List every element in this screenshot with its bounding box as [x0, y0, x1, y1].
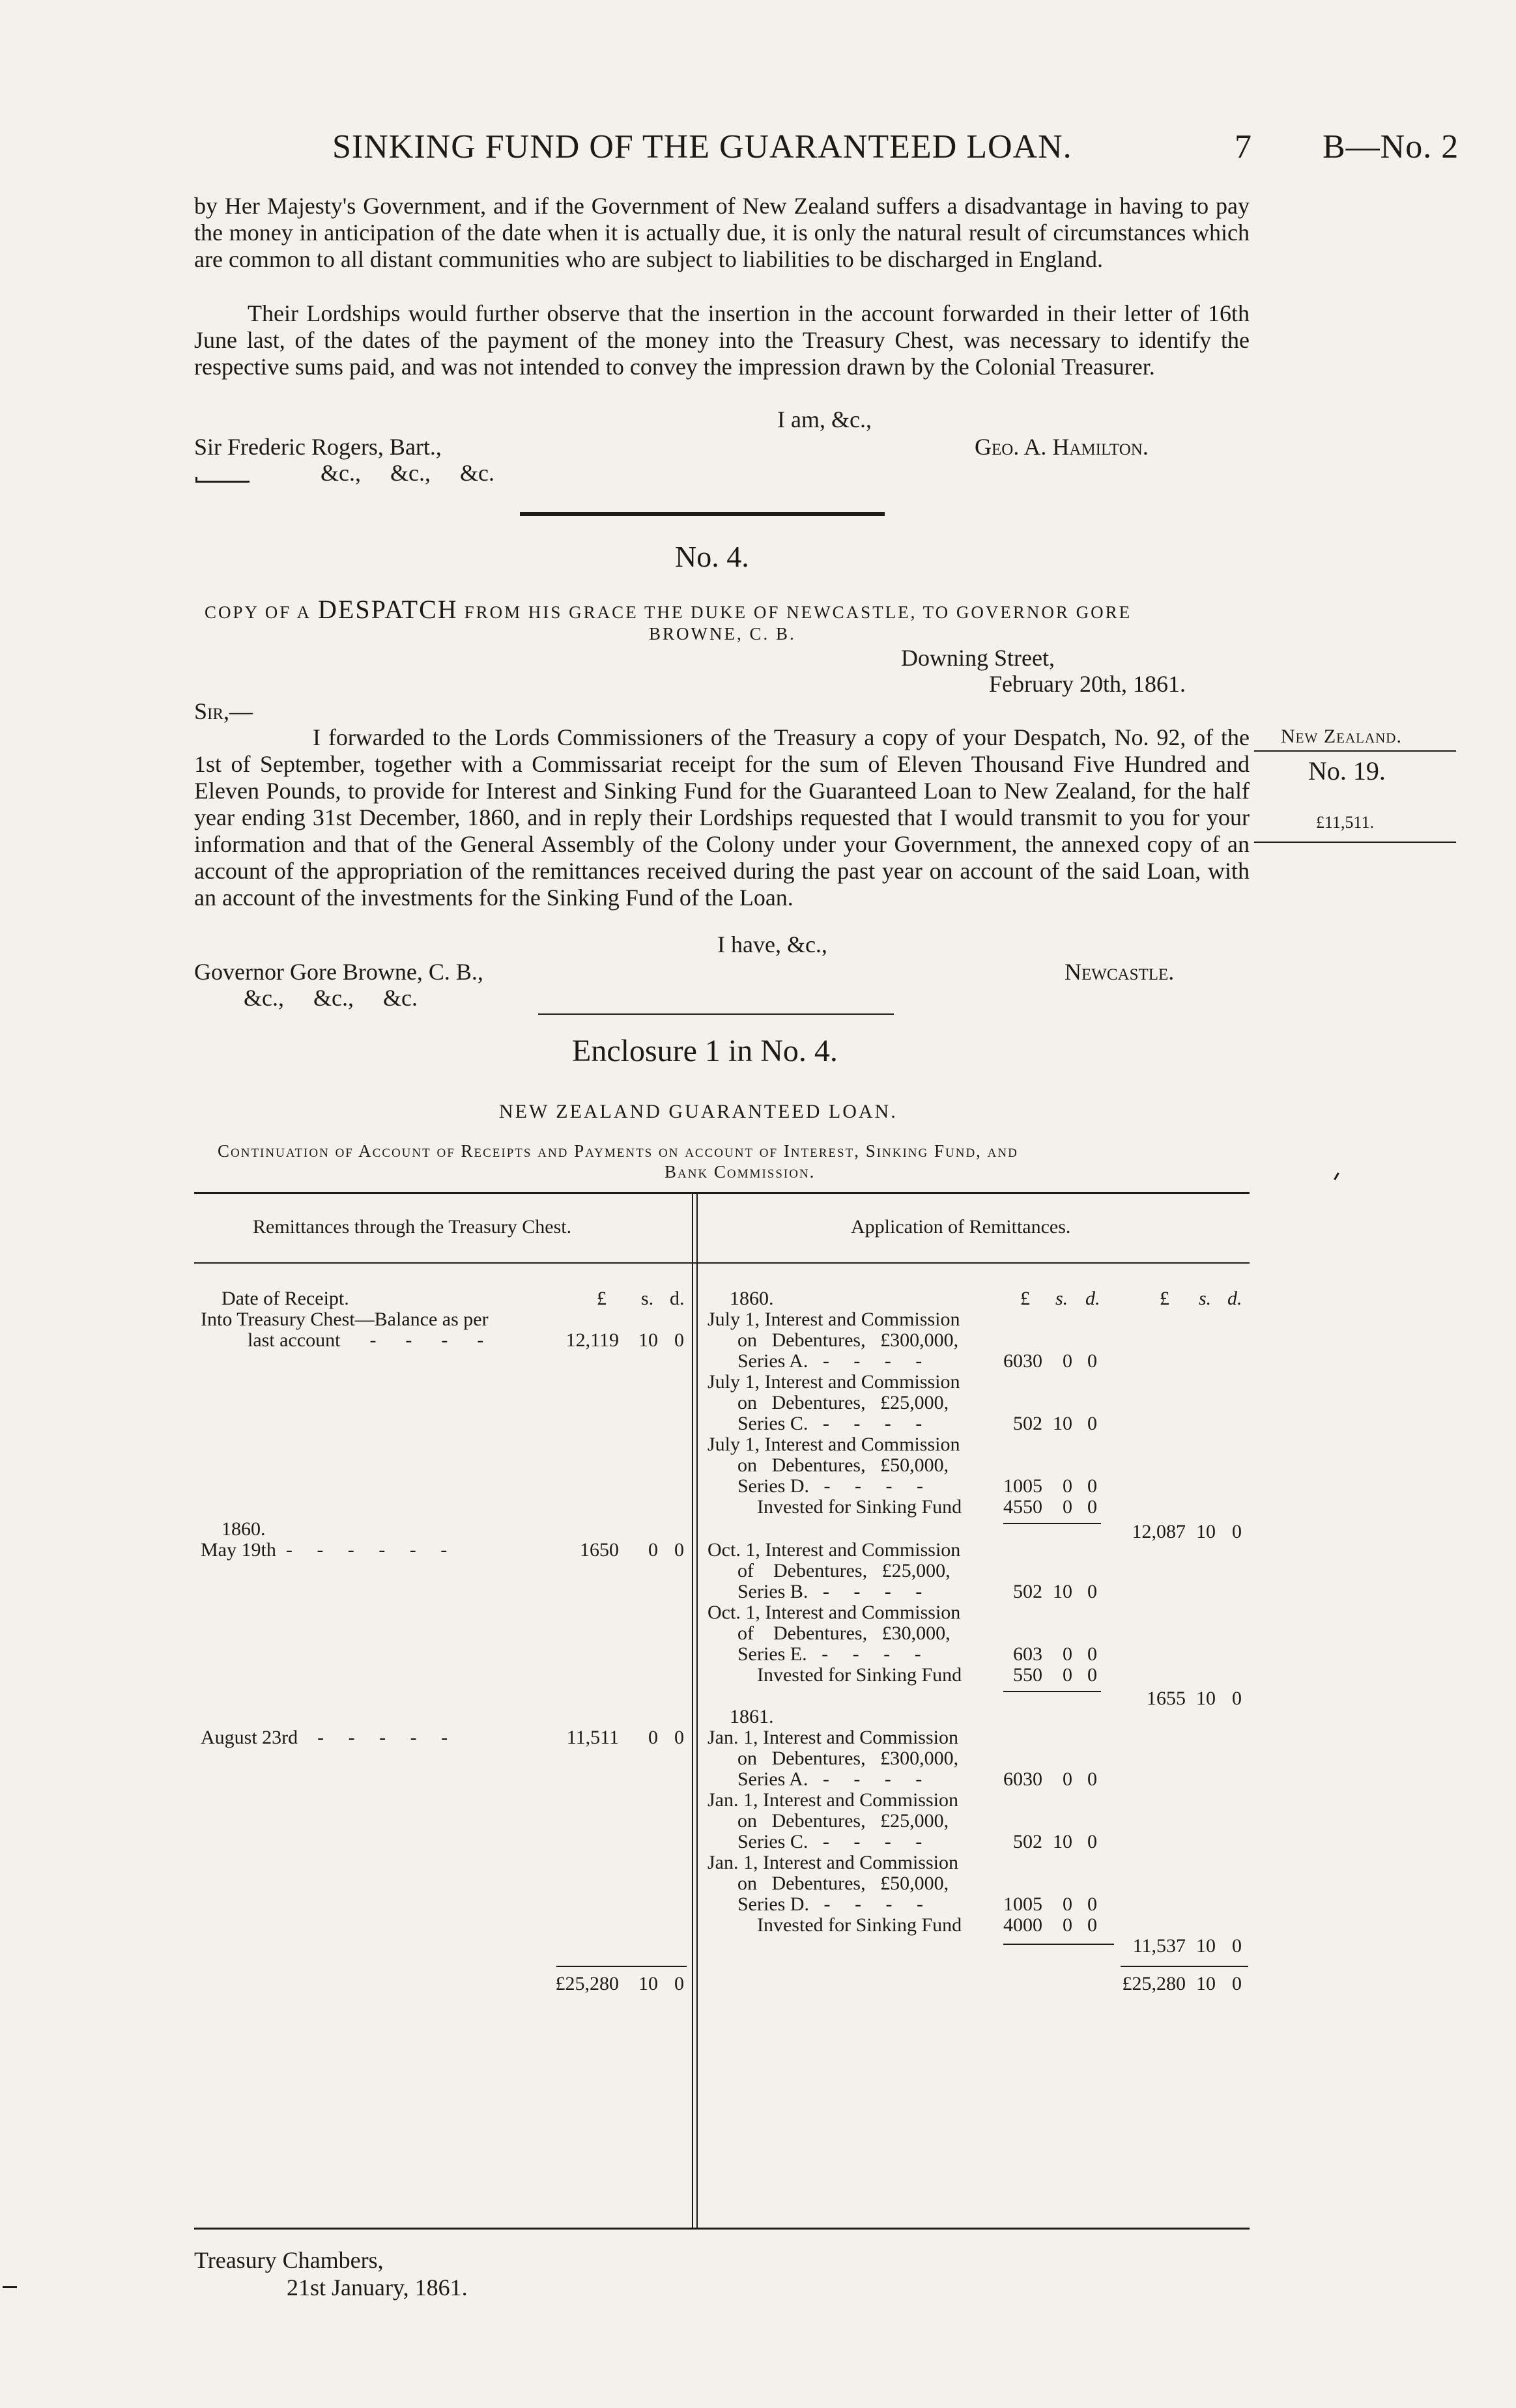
enclosure-caption-line2: Bank Commission. [665, 1162, 816, 1182]
receipt-2-shillings: 0 [648, 1539, 658, 1561]
receipt-1-pounds: 12,119 [565, 1329, 619, 1351]
app-3-item-1-s: 0 [1063, 1768, 1072, 1790]
receipt-2-pounds: 1650 [580, 1539, 619, 1561]
app-3-item-3-l1: Jan. 1, Interest and Commission [708, 1852, 958, 1873]
receipts-total-shillings: 10 [638, 1973, 658, 1994]
receipt-date-head: Date of Receipt. [222, 1288, 349, 1309]
app-3-item-2-d: 0 [1087, 1831, 1097, 1852]
left-pound-head: £ [597, 1288, 607, 1309]
app-1-item-3-l3: Series D. - - - - [737, 1475, 923, 1497]
app-1-item-3-pounds: 1005 [1003, 1475, 1042, 1497]
app-2-invested-label: Invested for Sinking Fund [757, 1664, 962, 1686]
enclosure-subtitle: NEW ZEALAND GUARANTEED LOAN. [499, 1101, 898, 1122]
receipt-balance-line: Into Treasury Chest—Balance as per [201, 1309, 489, 1330]
section-divider [520, 512, 885, 516]
addressee-browne: Governor Gore Browne, C. B., [194, 959, 483, 985]
app-1-subtotal-s: 10 [1196, 1521, 1216, 1542]
app-1-invested-s: 0 [1063, 1496, 1072, 1518]
app-2-item-2-d: 0 [1087, 1643, 1097, 1665]
app-3-item-1-l1: Jan. 1, Interest and Commission [708, 1727, 958, 1748]
closing-phrase: I am, &c., [777, 406, 872, 432]
enclosure-heading: Enclosure 1 in No. 4. [572, 1034, 838, 1068]
section-heading-no4: No. 4. [675, 540, 749, 573]
margin-note-number: No. 19. [1308, 756, 1386, 786]
receipt-2-date: May 19th - - - - - - [201, 1539, 448, 1561]
app-1-subtotal-pounds: 12,087 [1132, 1521, 1186, 1542]
app-1-item-3-d: 0 [1087, 1475, 1097, 1497]
app-2-item-1-l3: Series B. - - - - [737, 1581, 922, 1602]
app-3-subtotal-rule [1003, 1944, 1114, 1945]
app-1-item-3-l2: on Debentures, £50,000, [737, 1454, 949, 1476]
receipt-3-date: August 23rd - - - - - [201, 1727, 448, 1748]
app-3-item-2-l2: on Debentures, £25,000, [737, 1810, 949, 1832]
right-pence-head-a: d. [1085, 1288, 1100, 1309]
app-1-item-1-l3: Series A. - - - - [737, 1350, 922, 1372]
table-top-rule [194, 1192, 1250, 1194]
closing-phrase-no4: I have, &c., [717, 931, 827, 957]
opening-paragraph: by Her Majesty's Government, and if the Government of New Zealand suffers a disadvantage in having to pay the money in anticipation of the date when it is actually due, it is only the natural result of circumstances which are common to all distant communities who are subject to liabilities to be discharged in England. [194, 193, 1250, 272]
app-3-item-1-l3: Series A. - - - - [737, 1768, 922, 1790]
despatch-title-line1 [205, 594, 1132, 625]
ink-mark [195, 477, 250, 483]
receipt-3-pounds: 11,511 [566, 1727, 619, 1748]
signature-hamilton: Geo. A. Hamilton. [975, 434, 1149, 460]
app-3-invested-label: Invested for Sinking Fund [757, 1914, 962, 1936]
addressee-etc-no4: &c., &c., &c. [244, 985, 418, 1011]
app-3-item-1-pounds: 6030 [1003, 1768, 1042, 1790]
table-header-rule [194, 1262, 1250, 1264]
app-2-item-2-pounds: 603 [1013, 1643, 1042, 1665]
app-1-item-1-pounds: 6030 [1003, 1350, 1042, 1372]
table-bottom-rule [194, 2228, 1250, 2230]
margin-note-colony: New Zealand. [1281, 726, 1402, 747]
app-1-item-2-pounds: 502 [1013, 1413, 1042, 1434]
receipt-2-year: 1860. [222, 1518, 266, 1540]
right-shilling-head-a: s. [1055, 1288, 1068, 1309]
margin-rule-1 [1254, 750, 1456, 752]
receipt-1-shillings: 10 [638, 1329, 658, 1351]
despatch-title-pre: COPY OF A [205, 602, 312, 622]
left-pence-head: d. [670, 1288, 685, 1309]
right-total-rule [1121, 1966, 1248, 1967]
despatch-title-post: FROM HIS GRACE THE DUKE OF NEWCASTLE, TO GOVERNOR GORE [464, 602, 1132, 622]
page-number: 7 [1235, 128, 1252, 165]
app-2-item-1-pounds: 502 [1013, 1581, 1042, 1602]
app-1-subtotal-rule [1003, 1523, 1101, 1524]
app-1-item-2-d: 0 [1087, 1413, 1097, 1434]
app-1-item-1-l2: on Debentures, £300,000, [737, 1329, 959, 1351]
paper-reference: B—No. 2 [1323, 128, 1459, 165]
table-divider-left [692, 1193, 693, 2229]
app-1-item-2-l3: Series C. - - - - [737, 1413, 922, 1434]
left-shilling-head: s. [641, 1288, 654, 1309]
app-2-item-2-l1: Oct. 1, Interest and Commission [708, 1602, 961, 1623]
app-1-item-2-s: 10 [1053, 1413, 1072, 1434]
despatch-date: February 20th, 1861. [989, 671, 1186, 697]
app-1-invested-pounds: 4550 [1003, 1496, 1042, 1518]
applications-total-s: 10 [1196, 1973, 1216, 1994]
app-1-item-1-l1: July 1, Interest and Commission [708, 1309, 960, 1330]
left-column-header: Remittances through the Treasury Chest. [253, 1216, 572, 1238]
receipt-3-shillings: 0 [648, 1727, 658, 1748]
applications-total-pounds: £25,280 [1122, 1973, 1186, 1994]
app-3-invested-pounds: 4000 [1003, 1914, 1042, 1936]
app-3-item-1-d: 0 [1087, 1768, 1097, 1790]
footer-place: Treasury Chambers, [194, 2247, 384, 2273]
receipt-3-pence: 0 [674, 1727, 684, 1748]
app-3-item-2-l3: Series C. - - - - [737, 1831, 922, 1852]
addressee-rogers: Sir Frederic Rogers, Bart., [194, 434, 442, 460]
app-3-subtotal-pounds: 11,537 [1132, 1935, 1186, 1957]
receipts-total-pounds: £25,280 [555, 1973, 619, 1994]
second-paragraph: Their Lordships would further observe that the insertion in the account forwarded in their letter of 16th June last, of the dates of the payment of the money into the Treasury Chest, was necessary to identify the respective sums paid, and was not intended to convey the impression drawn by the Colonial Treasurer. [194, 300, 1250, 380]
app-2-item-2-s: 0 [1063, 1643, 1072, 1665]
app-1-item-2-l1: July 1, Interest and Commission [708, 1371, 960, 1393]
margin-rule-2 [1254, 842, 1456, 843]
short-divider [538, 1013, 894, 1015]
app-3-invested-s: 0 [1063, 1914, 1072, 1936]
app-2-item-2-l3: Series E. - - - - [737, 1643, 921, 1665]
app-1-subtotal-d: 0 [1232, 1521, 1242, 1542]
receipt-2-pence: 0 [674, 1539, 684, 1561]
margin-mark-left [3, 2286, 17, 2288]
app-1-item-1-d: 0 [1087, 1350, 1097, 1372]
app-3-item-3-pounds: 1005 [1003, 1893, 1042, 1915]
app-3-item-2-pounds: 502 [1013, 1831, 1042, 1852]
applications-total-d: 0 [1232, 1973, 1242, 1994]
app-3-year: 1861. [730, 1706, 774, 1727]
app-1-item-3-l1: July 1, Interest and Commission [708, 1434, 960, 1455]
app-2-subtotal-s: 10 [1196, 1688, 1216, 1709]
right-shilling-head-b: s. [1199, 1288, 1212, 1309]
right-column-header: Application of Remittances. [851, 1216, 1071, 1238]
app-2-item-1-l1: Oct. 1, Interest and Commission [708, 1539, 961, 1561]
app-2-subtotal-pounds: 1655 [1147, 1688, 1186, 1709]
app-3-item-3-d: 0 [1087, 1893, 1097, 1915]
left-total-rule [556, 1966, 687, 1967]
right-pound-head-b: £ [1160, 1288, 1169, 1309]
app-2-invested-pounds: 550 [1013, 1664, 1042, 1686]
receipts-total-pence: 0 [674, 1973, 684, 1994]
receipt-balance-line2: last account - - - - [248, 1329, 484, 1351]
margin-note-amount: £11,511. [1316, 813, 1375, 832]
right-pence-head-b: d. [1227, 1288, 1242, 1309]
app-3-subtotal-d: 0 [1232, 1935, 1242, 1957]
despatch-title-big: DESPATCH [318, 595, 458, 624]
app-1-item-2-l2: on Debentures, £25,000, [737, 1392, 949, 1413]
app-3-subtotal-s: 10 [1196, 1935, 1216, 1957]
app-2-item-1-l2: of Debentures, £25,000, [737, 1560, 951, 1581]
app-1-invested-label: Invested for Sinking Fund [757, 1496, 962, 1518]
enclosure-caption-line1: Continuation of Account of Receipts and Payments on account of Interest, Sinking Fund, and [218, 1141, 1018, 1161]
right-pound-head-a: £ [1020, 1288, 1030, 1309]
app-1-item-1-s: 0 [1063, 1350, 1072, 1372]
app-3-item-1-l2: on Debentures, £300,000, [737, 1748, 959, 1769]
margin-mark-right [1334, 1172, 1339, 1180]
running-title: SINKING FUND OF THE GUARANTEED LOAN. [332, 128, 1072, 165]
despatch-body: I forwarded to the Lords Commissioners of the Treasury a copy of your Despatch, No. 92, of the 1st of September, together with a Commissariat receipt for the sum of Eleven Thousand Five Hundred and Eleven Pounds, to provide for Interest and Sinking Fund for the Guaranteed Loan to New Zealand, for the half year ending 31st December, 1860, and in reply their Lordships requested that I would transmit to you for your information and that of the General Assembly of the Colony under your Government, the annexed copy of an account of the appropriation of the remittances received during the past year on account of the said Loan, with an account of the investments for the Sinking Fund of the Loan. [194, 724, 1250, 911]
app-3-invested-d: 0 [1087, 1914, 1097, 1936]
app-2-subtotal-rule [1003, 1691, 1101, 1692]
app-1-item-3-s: 0 [1063, 1475, 1072, 1497]
app-2-invested-s: 0 [1063, 1664, 1072, 1686]
app-1-invested-d: 0 [1087, 1496, 1097, 1518]
app-2-item-1-s: 10 [1053, 1581, 1072, 1602]
app-3-item-2-l1: Jan. 1, Interest and Commission [708, 1789, 958, 1811]
app-3-item-3-l2: on Debentures, £50,000, [737, 1873, 949, 1894]
salutation: Sir,— [194, 698, 253, 724]
app-2-item-1-d: 0 [1087, 1581, 1097, 1602]
table-divider-right [696, 1193, 698, 2229]
receipt-1-pence: 0 [674, 1329, 684, 1351]
app-1-year: 1860. [730, 1288, 774, 1309]
app-2-invested-d: 0 [1087, 1664, 1097, 1686]
addressee-etc: &c., &c., &c. [321, 460, 494, 486]
app-3-item-3-l3: Series D. - - - - [737, 1893, 923, 1915]
app-3-item-3-s: 0 [1063, 1893, 1072, 1915]
app-3-item-2-s: 10 [1053, 1831, 1072, 1852]
despatch-title-line2: BROWNE, C. B. [649, 624, 796, 644]
despatch-place: Downing Street, [901, 645, 1055, 671]
app-2-subtotal-d: 0 [1232, 1688, 1242, 1709]
footer-date: 21st January, 1861. [287, 2274, 468, 2301]
signature-newcastle: Newcastle. [1065, 959, 1175, 985]
app-2-item-2-l2: of Debentures, £30,000, [737, 1622, 951, 1644]
